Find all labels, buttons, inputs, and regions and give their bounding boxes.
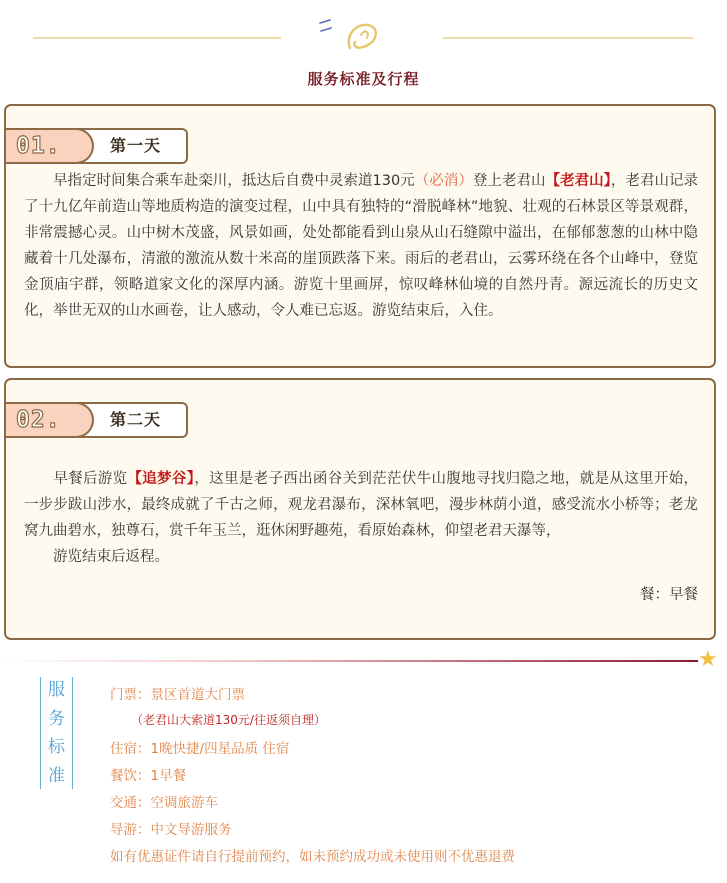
service-hotel: 住宿：1晚快捷/四星品质 住宿 [110, 741, 290, 757]
page-title: 服务标准及行程 [307, 70, 420, 88]
label-char: 务 [48, 708, 65, 729]
divider-line [0, 660, 698, 662]
meal-note: 餐：早餐 [640, 587, 698, 603]
text-segment: 登上老君山 [472, 173, 546, 189]
day-itinerary-text [24, 168, 698, 324]
day-tab [6, 402, 188, 438]
day-number-badge: 02. [6, 402, 94, 438]
text-segment: 游览结束后返程。 [53, 549, 169, 565]
attraction-name: 【老君山】 [545, 173, 611, 189]
service-meal: 餐饮：1早餐 [110, 768, 187, 784]
text-segment: 早指定时间集合乘车赴栾川，抵达后自费中灵索道130元 [53, 173, 415, 189]
service-transport: 交通：空调旅游车 [110, 795, 218, 811]
header-line-right [443, 37, 693, 39]
label-char: 准 [48, 765, 65, 786]
text-segment: ，这里是老子西出函谷关到茫茫伏牛山腹地寻找归隐之地，就是从这里开始，一步步跋山涉水，最终成就了千古之师，观龙君瀑布，深林氧吧，漫步林荫小道，感受流水小桥等；老龙窝九曲碧水，独尊石，赏千年玉兰，逛休闲野趣苑，看原始森林，仰望老君天瀑等， [24, 471, 699, 539]
itinerary-paragraph [24, 168, 698, 324]
day-label: 第一天 [110, 136, 162, 155]
service-standard-label [40, 677, 73, 789]
day-label: 第二天 [110, 410, 162, 429]
itinerary-paragraph [24, 466, 698, 544]
label-char: 标 [48, 737, 65, 758]
service-ticket: 门票：景区首道大门票 [110, 687, 245, 703]
service-ticket-note: （老君山大索道130元/往返须自理） [131, 713, 326, 727]
star-icon: ★ [698, 647, 718, 672]
attraction-name: 【追梦谷】 [127, 471, 195, 487]
day-card-2 [4, 378, 716, 640]
service-notice: 如有优惠证件请自行提前预约，如未预约成功或未使用则不优惠退费 [110, 849, 515, 865]
text-segment: ，老君山记录了十九亿年前造山等地质构造的演变过程，山中具有独特的“滑脱峰林”地貌、壮观的石林景区等景观群，非常震撼心灵。山中树木茂盛，风景如画，处处都能看到山泉从山石缝隙中溢出，在郁郁葱葱的山林中隐藏着十几处瀑布，清澈的激流从数十米高的崖顶跌落下来。雨后的老君山，云雾环绕在各个山峰中，登览金顶庙宇群，领略道家文化的深厚内涵。游览十里画屏，惊叹峰林仙境的自然丹青。源远流长的历史文化，举世无双的山水画卷，让人感动，令人难已忘返。游览结束后，入住。 [24, 173, 699, 319]
day-itinerary-text [24, 466, 698, 608]
label-char: 服 [48, 680, 65, 700]
itinerary-paragraph [24, 544, 698, 570]
header-line-left [33, 37, 281, 39]
mandatory-fee-note: （必消） [414, 173, 473, 189]
decoration-icon [312, 14, 388, 56]
day-card-1 [4, 104, 716, 368]
text-segment: 早餐后游览 [53, 471, 128, 487]
day-tab [6, 128, 188, 164]
service-guide: 导游：中文导游服务 [110, 822, 232, 838]
day-number-badge: 01. [6, 128, 94, 164]
